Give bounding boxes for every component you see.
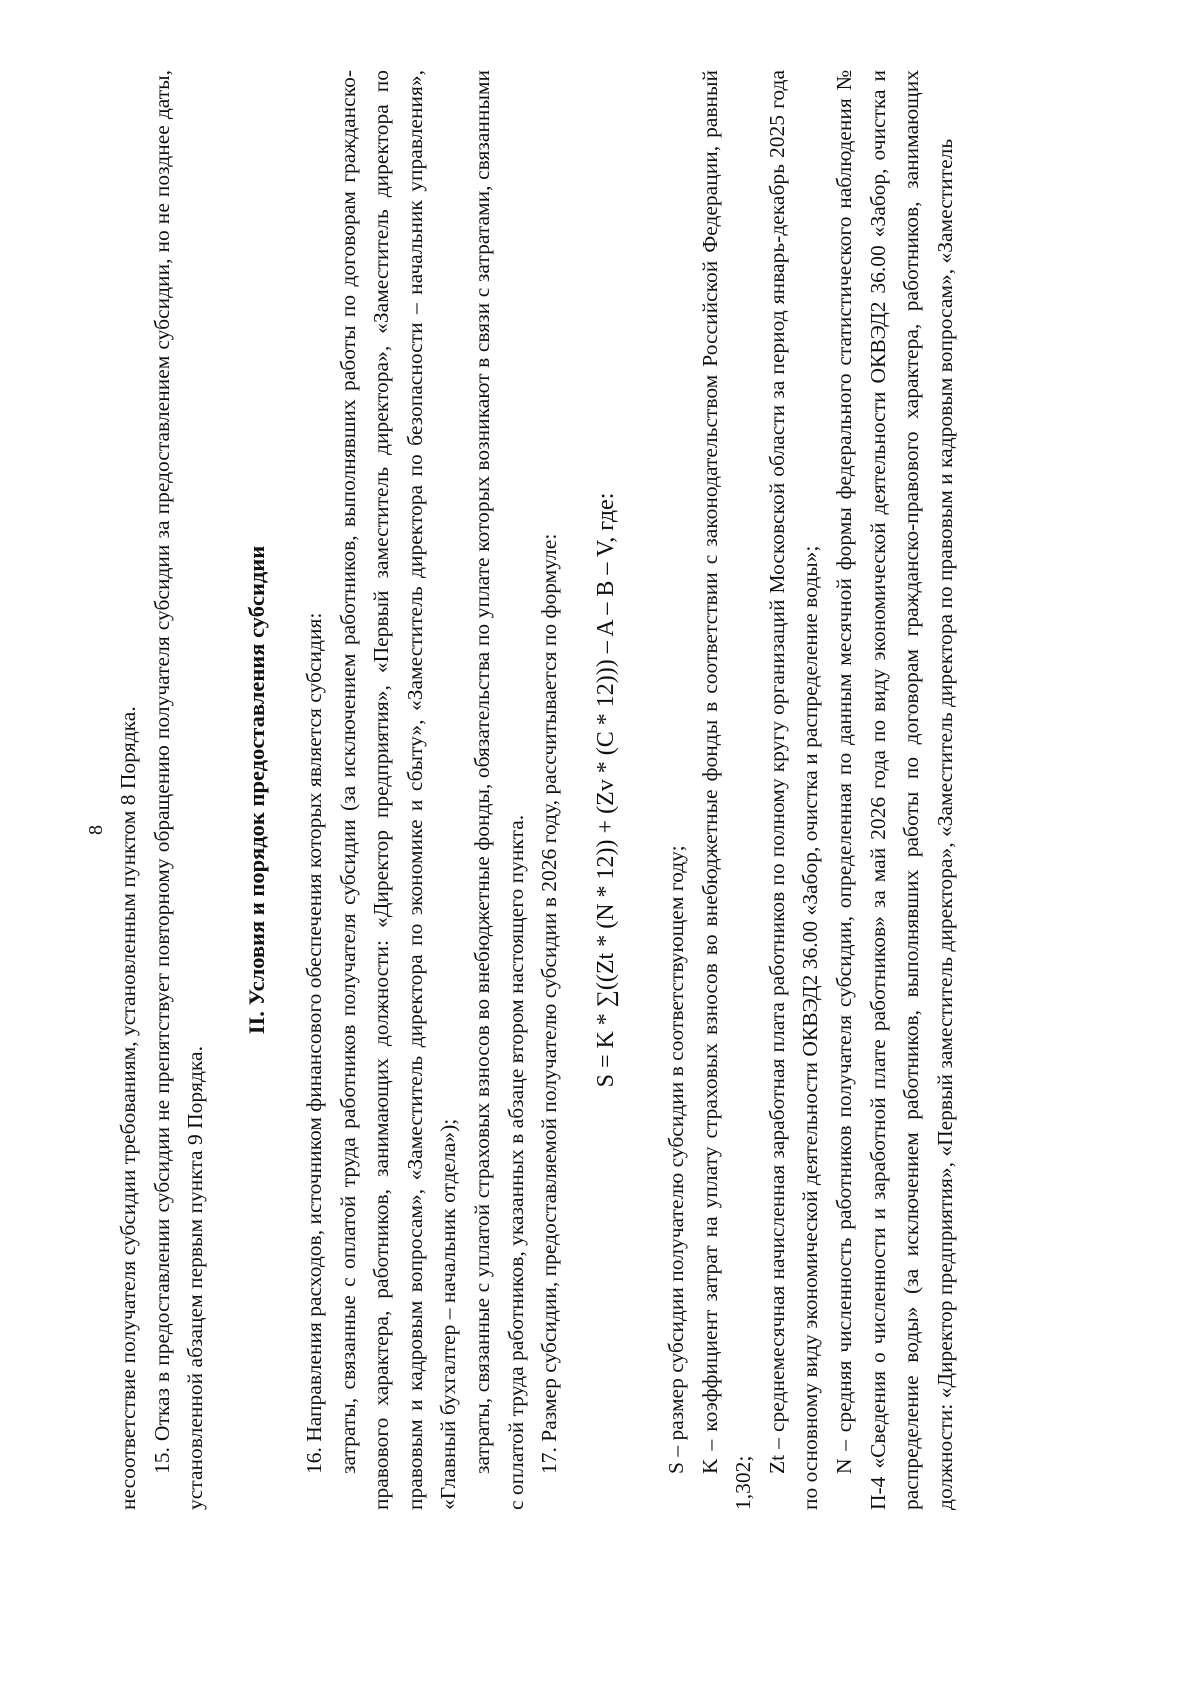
paragraph-16-item-1: затраты, связанные с оплатой труда работников получателя субсидии (за исключением работников, выполнявших работы по договорам гражданско-правового характера, работников, занимающих должности: «Директор предприятия», «Первый заместитель директора», «Заместитель директора по правовым и кадровым вопросам», «Заместитель директора по экономике и сбыту», «Заместитель директора по безопасности – начальник управления», «Главный бухгалтер – начальник отдела»); <box>335 70 461 1510</box>
formula-block <box>590 70 624 1510</box>
paragraph-15: 15. Отказ в предоставлении субсидии не препятствует повторному обращению получателя субсидии за предоставлением субсидии, но не позднее даты, установленной абзацем первым пункта 9 Порядка. <box>149 70 208 1510</box>
definitions-block <box>660 70 962 1510</box>
paragraph-16-lead: 16. Направления расходов, источником финансового обеспечения которых является субсидия: <box>302 612 326 1474</box>
intro-block <box>112 70 213 1510</box>
subsidy-formula: S = K * ∑((Zt * (N * 12)) + (Zv * (C * 12))) – A – B – V, где: <box>593 492 619 1088</box>
definition-Zt: Zt – среднемесячная начисленная заработная плата работников по полному кругу организаций Московской области за период январь-декабрь 2025 года по основному виду экономической деятельности ОКВЭД2 36.00 «Забор, очистка и распределение воды»; <box>764 70 823 1510</box>
intro-line: несоответствие получателя субсидии требованиям, установленным пунктом 8 Порядка. <box>116 706 140 1510</box>
section-title: II. Условия и порядок предоставления субсидии <box>244 545 269 1035</box>
definition-N: N – средняя численность работников получателя субсидии, определенная по данным месячной формы федерального статистического наблюдения № П-4 «Сведения о численности и заработной плате работников» за май 2026 года по виду экономической деятельности ОКВЭД2 36.00 «Забор, очистка и распределение воды» (за исключением работников, выполнявших работы по договорам гражданско-правового характера, работников, занимающих должности: «Директор предприятия», «Первый заместитель директора», «Заместитель директора по правовым и кадровым вопросам», «Заместитель <box>831 70 957 1510</box>
page-number: 8 <box>85 825 107 835</box>
section-heading-block <box>240 70 274 1510</box>
rotated-text-frame <box>85 70 1002 1510</box>
paragraph-17-lead: 17. Размер субсидии, предоставляемой получателю субсидии в 2026 году, рассчитывается по формуле: <box>537 533 562 1474</box>
paragraph-16-item-2: затраты, связанные с уплатой страховых взносов во внебюджетные фонды, обязательства по уплате которых возникают в связи с затратами, связанными с оплатой труда работников, указанных в абзаце втором настоящего пункта. <box>469 70 528 1510</box>
paragraph-16-block <box>298 70 567 1510</box>
definition-S: S – размер субсидии получателю субсидии в соответствующем году; <box>664 845 688 1474</box>
definition-K: K – коэффициент затрат на уплату страховых взносов во внебюджетные фонды в соответствии с законодательством Российской Федерации, равный 1,302; <box>697 70 756 1510</box>
